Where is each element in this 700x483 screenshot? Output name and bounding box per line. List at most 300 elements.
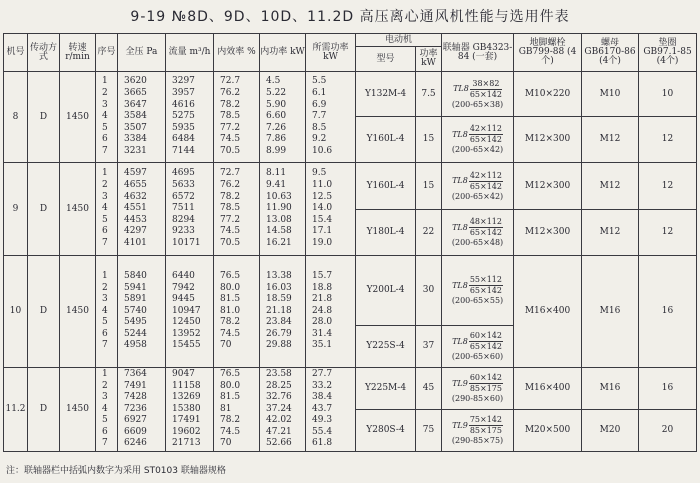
cell-line: 7144 — [172, 145, 195, 156]
cell-line: 14.58 — [266, 226, 292, 237]
cell-line: 19.0 — [312, 237, 333, 248]
cell-line: 78.2 — [220, 415, 241, 426]
cell-line: 74.5 — [220, 328, 241, 339]
table-row — [4, 72, 697, 117]
cell-line: 7236 — [124, 403, 147, 414]
coupling-cell — [442, 326, 514, 368]
header-pressure: 全压 Pa — [118, 34, 166, 72]
machine-no-cell: 10 — [4, 256, 28, 368]
header-flow: 流量 m³/h — [166, 34, 214, 72]
coupling-type: TL9 — [452, 420, 468, 430]
cell-line: 76.5 — [220, 270, 241, 281]
cell-line: 74.5 — [220, 426, 241, 437]
cell-line: 4453 — [124, 214, 147, 225]
machine-no-cell: 9 — [4, 163, 28, 256]
coupling-cell — [442, 368, 514, 410]
bolt-cell: M16×400 — [514, 256, 582, 368]
cell-line: 2 — [102, 180, 108, 191]
cell-line: 5275 — [172, 111, 195, 122]
cell-line: 70 — [220, 438, 232, 449]
motor-model-cell: Y180L-4 — [356, 210, 416, 256]
cell-line: 23.58 — [266, 368, 292, 379]
cell-line: 42.02 — [266, 415, 292, 426]
cell-line: 78.2 — [220, 99, 241, 110]
nut-cell: M12 — [582, 210, 639, 256]
coupling-type: TL8 — [452, 336, 468, 346]
cell-line: 10.63 — [266, 191, 292, 202]
coupling-top: 60×142 — [469, 373, 502, 382]
cell-line: 6246 — [124, 438, 147, 449]
cell-line: 5 — [102, 122, 108, 133]
cell-line: 29.88 — [266, 340, 292, 351]
motor-power-cell: 7.5 — [416, 72, 442, 117]
header-efficiency: 内效率 % — [214, 34, 260, 72]
coupling-fraction — [469, 415, 503, 436]
cell-line: 3 — [102, 294, 108, 305]
speed-cell: 1450 — [60, 163, 96, 256]
cell-line: 26.79 — [266, 328, 292, 339]
nut-cell: M16 — [582, 368, 639, 410]
coupling-bottom: 65×142 — [469, 181, 502, 191]
cell-line: 74.5 — [220, 134, 241, 145]
cell-line: 9.41 — [266, 180, 287, 191]
coupling-alt: (290-85×75) — [451, 436, 504, 445]
cell-line: 6484 — [172, 134, 195, 145]
cell-line: 2 — [102, 282, 108, 293]
drive-cell: D — [28, 163, 60, 256]
cell-line: 4551 — [124, 203, 147, 214]
cell-line: 80.0 — [220, 380, 241, 391]
nut-cell: M12 — [582, 163, 639, 210]
washer-cell: 12 — [639, 117, 697, 163]
header-motor-power: 功率 kW — [416, 47, 442, 72]
cell-line: 1 — [102, 168, 108, 179]
cell-line: 11.90 — [266, 203, 292, 214]
cell-line: 17.1 — [312, 226, 333, 237]
flow-cell — [166, 163, 214, 256]
coupling-alt: (200-65×55) — [451, 296, 504, 305]
cell-line: 9.2 — [312, 134, 327, 145]
coupling-bottom: 65×142 — [469, 228, 502, 237]
seq-cell — [96, 256, 118, 368]
cell-line: 81.5 — [220, 294, 241, 305]
cell-line: 1 — [102, 368, 108, 379]
drive-cell: D — [28, 72, 60, 163]
required-power-cell — [306, 368, 356, 452]
washer-cell: 12 — [639, 163, 697, 210]
cell-line: 6927 — [124, 415, 147, 426]
header-washer: 垫圈 GB97.1-85 (4个) — [639, 34, 697, 72]
cell-line: 3 — [102, 99, 108, 110]
cell-line: 17491 — [172, 415, 201, 426]
cell-line: 31.4 — [312, 328, 333, 339]
coupling-top: 42×112 — [469, 170, 502, 180]
motor-model-cell: Y280S-4 — [356, 410, 416, 452]
motor-power-cell: 22 — [416, 210, 442, 256]
cell-line: 16.21 — [266, 237, 292, 248]
coupling-alt: (200-65×42) — [451, 145, 504, 154]
coupling-alt: (200-65×38) — [451, 99, 504, 109]
coupling-type: TL8 — [453, 84, 469, 93]
internal-power-cell — [260, 163, 306, 256]
coupling-top: 48×112 — [469, 217, 502, 226]
flow-cell — [166, 256, 214, 368]
seq-cell — [96, 163, 118, 256]
cell-line: 3620 — [124, 76, 147, 87]
coupling-alt: (290-85×60) — [451, 394, 504, 403]
coupling-cell — [442, 210, 514, 256]
cell-line: 15380 — [172, 403, 201, 414]
header-nut: 螺母 GB6170-86 (4个) — [582, 34, 639, 72]
cell-line: 6 — [102, 226, 108, 237]
cell-line: 28.0 — [312, 317, 333, 328]
coupling-fraction — [469, 124, 503, 145]
required-power-cell — [306, 72, 356, 163]
header-speed: 转速 r/min — [60, 34, 96, 72]
cell-line: 43.7 — [312, 403, 333, 414]
cell-line: 21.8 — [312, 294, 333, 305]
bolt-cell: M16×400 — [514, 368, 582, 410]
cell-line: 8.99 — [266, 145, 287, 156]
nut-cell: M20 — [582, 410, 639, 452]
cell-line: 7.7 — [312, 111, 327, 122]
washer-cell: 16 — [639, 368, 697, 410]
table-row — [4, 368, 697, 410]
cell-line: 21.18 — [266, 305, 292, 316]
cell-line: 2 — [102, 88, 108, 99]
cell-line: 10171 — [172, 237, 201, 248]
cell-line: 2 — [102, 380, 108, 391]
cell-line: 7 — [102, 438, 108, 449]
header-coupling: 联轴器 GB4323-84 (一套) — [442, 34, 514, 72]
motor-model-cell: Y160L-4 — [356, 163, 416, 210]
table-row — [4, 163, 697, 210]
cell-line: 3647 — [124, 99, 147, 110]
cell-line: 3957 — [172, 88, 195, 99]
cell-line: 6.1 — [312, 88, 327, 99]
motor-power-cell: 37 — [416, 326, 442, 368]
motor-power-cell: 30 — [416, 256, 442, 326]
cell-line: 15455 — [172, 340, 201, 351]
coupling-type: TL8 — [452, 176, 468, 185]
header-drive: 传动方式 — [28, 34, 60, 72]
cell-line: 70.5 — [220, 237, 241, 248]
pressure-cell — [118, 72, 166, 163]
cell-line: 5495 — [124, 317, 147, 328]
cell-line: 3 — [102, 392, 108, 403]
cell-line: 7.26 — [266, 122, 287, 133]
cell-line: 52.66 — [266, 438, 292, 449]
coupling-fraction — [469, 171, 503, 192]
cell-line: 13.38 — [266, 270, 292, 281]
seq-cell — [96, 72, 118, 163]
required-power-cell — [306, 256, 356, 368]
header-required-power: 所需功率 kW — [306, 34, 356, 72]
cell-line: 6 — [102, 328, 108, 339]
motor-power-cell: 15 — [416, 117, 442, 163]
cell-line: 8294 — [172, 214, 195, 225]
cell-line: 78.5 — [220, 111, 241, 122]
coupling-type: TL9 — [452, 378, 468, 388]
cell-line: 4695 — [172, 168, 195, 179]
coupling-type: TL8 — [452, 222, 468, 232]
cell-line: 11.0 — [312, 180, 333, 191]
cell-line: 35.1 — [312, 340, 333, 351]
efficiency-cell — [214, 72, 260, 163]
bolt-cell: M12×300 — [514, 210, 582, 256]
coupling-type: TL8 — [452, 280, 468, 290]
coupling-top: 55×112 — [469, 275, 502, 284]
cell-line: 6572 — [172, 191, 195, 202]
cell-line: 77.2 — [220, 122, 241, 133]
cell-line: 47.21 — [266, 426, 292, 437]
footnote: 注：联轴器栏中括弧内数字为采用 ST0103 联轴器规格 — [6, 466, 226, 476]
cell-line: 6.60 — [266, 111, 287, 122]
coupling-bottom: 65×142 — [469, 286, 502, 295]
seq-cell — [96, 368, 118, 452]
cell-line: 5633 — [172, 180, 195, 191]
cell-line: 6 — [102, 426, 108, 437]
table-row — [4, 256, 697, 326]
header-motor-model: 型号 — [356, 47, 416, 72]
coupling-top: 38×82 — [470, 79, 502, 90]
pressure-cell — [118, 368, 166, 452]
motor-power-cell: 15 — [416, 163, 442, 210]
nut-cell: M12 — [582, 117, 639, 163]
bolt-cell: M12×300 — [514, 163, 582, 210]
cell-line: 72.7 — [220, 76, 241, 87]
flow-cell — [166, 368, 214, 452]
cell-line: 4 — [102, 111, 108, 122]
cell-line: 4.5 — [266, 76, 281, 87]
spec-table — [3, 33, 697, 452]
coupling-top: 42×112 — [469, 124, 502, 133]
cell-line: 9047 — [172, 368, 195, 379]
cell-line: 7491 — [124, 380, 147, 391]
cell-line: 5 — [102, 214, 108, 225]
cell-line: 80.0 — [220, 282, 241, 293]
cell-line: 77.2 — [220, 214, 241, 225]
cell-line: 9445 — [172, 294, 195, 305]
cell-line: 5 — [102, 317, 108, 328]
cell-line: 81 — [220, 403, 232, 414]
cell-line: 78.2 — [220, 191, 241, 202]
cell-line: 32.76 — [266, 392, 292, 403]
efficiency-cell — [214, 256, 260, 368]
header-bolt: 地脚螺栓 GB799-88 (4个) — [514, 34, 582, 72]
motor-model-cell: Y225M-4 — [356, 368, 416, 410]
cell-line: 7 — [102, 145, 108, 156]
cell-line: 5 — [102, 415, 108, 426]
cell-line: 3665 — [124, 88, 147, 99]
cell-line: 13.08 — [266, 214, 292, 225]
cell-line: 55.4 — [312, 426, 333, 437]
speed-cell: 1450 — [60, 72, 96, 163]
cell-line: 13952 — [172, 328, 201, 339]
internal-power-cell — [260, 72, 306, 163]
cell-line: 61.8 — [312, 438, 333, 449]
header-machine-no: 机号 — [4, 34, 28, 72]
cell-line: 38.4 — [312, 392, 333, 403]
motor-model-cell: Y225S-4 — [356, 326, 416, 368]
required-power-cell — [306, 163, 356, 256]
cell-line: 7 — [102, 237, 108, 248]
motor-power-cell: 45 — [416, 368, 442, 410]
cell-line: 3584 — [124, 111, 147, 122]
internal-power-cell — [260, 368, 306, 452]
cell-line: 7.86 — [266, 134, 287, 145]
cell-line: 6.9 — [312, 99, 327, 110]
nut-cell: M10 — [582, 72, 639, 117]
motor-model-cell: Y132M-4 — [356, 72, 416, 117]
cell-line: 3507 — [124, 122, 147, 133]
cell-line: 9233 — [172, 226, 195, 237]
washer-cell: 20 — [639, 410, 697, 452]
coupling-fraction — [469, 275, 503, 296]
cell-line: 4616 — [172, 99, 195, 110]
cell-line: 3 — [102, 191, 108, 202]
pressure-cell — [118, 163, 166, 256]
coupling-bottom: 65×142 — [469, 135, 502, 144]
cell-line: 19602 — [172, 426, 201, 437]
cell-line: 12450 — [172, 317, 201, 328]
nut-cell: M16 — [582, 256, 639, 368]
cell-line: 24.8 — [312, 305, 333, 316]
cell-line: 28.25 — [266, 380, 292, 391]
coupling-cell — [442, 117, 514, 163]
motor-power-cell: 75 — [416, 410, 442, 452]
coupling-top: 60×142 — [469, 331, 502, 340]
cell-line: 4655 — [124, 180, 147, 191]
coupling-cell — [442, 256, 514, 326]
cell-line: 7428 — [124, 392, 147, 403]
cell-line: 4597 — [124, 168, 147, 179]
cell-line: 3231 — [124, 145, 147, 156]
cell-line: 5.22 — [266, 88, 287, 99]
cell-line: 81.0 — [220, 305, 241, 316]
bolt-cell: M10×220 — [514, 72, 582, 117]
cell-line: 15.7 — [312, 270, 333, 281]
washer-cell: 10 — [639, 72, 697, 117]
efficiency-cell — [214, 368, 260, 452]
coupling-alt: (200-65×60) — [451, 352, 504, 361]
cell-line: 5891 — [124, 294, 147, 305]
washer-cell: 16 — [639, 256, 697, 368]
cell-line: 5935 — [172, 122, 195, 133]
cell-line: 23.84 — [266, 317, 292, 328]
coupling-bottom: 85×175 — [469, 426, 502, 435]
drive-cell: D — [28, 368, 60, 452]
efficiency-cell — [214, 163, 260, 256]
cell-line: 6609 — [124, 426, 147, 437]
cell-line: 1 — [102, 270, 108, 281]
cell-line: 7 — [102, 340, 108, 351]
header-motor: 电动机 — [356, 34, 442, 47]
cell-line: 5.90 — [266, 99, 287, 110]
cell-line: 76.5 — [220, 368, 241, 379]
cell-line: 70.5 — [220, 145, 241, 156]
coupling-alt: (200-65×48) — [451, 238, 504, 247]
cell-line: 37.24 — [266, 403, 292, 414]
cell-line: 3384 — [124, 134, 147, 145]
cell-line: 33.2 — [312, 380, 333, 391]
cell-line: 13269 — [172, 392, 201, 403]
machine-no-cell: 11.2 — [4, 368, 28, 452]
table-title: 9-19 №8D、9D、10D、11.2D 高压离心通风机性能与选用件表 — [130, 9, 570, 25]
cell-line: 4297 — [124, 226, 147, 237]
header-seq: 序号 — [96, 34, 118, 72]
cell-line: 72.7 — [220, 168, 241, 179]
cell-line: 27.7 — [312, 368, 333, 379]
cell-line: 16.03 — [266, 282, 292, 293]
coupling-bottom: 65×142 — [469, 89, 502, 99]
cell-line: 81.5 — [220, 392, 241, 403]
cell-line: 5840 — [124, 270, 147, 281]
cell-line: 14.0 — [312, 203, 333, 214]
cell-line: 6440 — [172, 270, 195, 281]
speed-cell: 1450 — [60, 256, 96, 368]
coupling-bottom: 85×175 — [469, 384, 502, 393]
motor-model-cell: Y160L-4 — [356, 117, 416, 163]
cell-line: 15.4 — [312, 214, 333, 225]
cell-line: 5941 — [124, 282, 147, 293]
bolt-cell: M12×300 — [514, 117, 582, 163]
coupling-cell — [442, 410, 514, 452]
coupling-fraction — [469, 217, 503, 238]
cell-line: 8.11 — [266, 168, 287, 179]
cell-line: 10.6 — [312, 145, 333, 156]
cell-line: 74.5 — [220, 226, 241, 237]
motor-model-cell: Y200L-4 — [356, 256, 416, 326]
machine-no-cell: 8 — [4, 72, 28, 163]
cell-line: 18.59 — [266, 294, 292, 305]
coupling-alt: (200-65×42) — [451, 191, 504, 201]
cell-line: 4632 — [124, 191, 147, 202]
cell-line: 10947 — [172, 305, 201, 316]
cell-line: 4 — [102, 305, 108, 316]
bolt-cell: M20×500 — [514, 410, 582, 452]
coupling-cell — [442, 72, 514, 117]
drive-cell: D — [28, 256, 60, 368]
cell-line: 78.2 — [220, 317, 241, 328]
cell-line: 70 — [220, 340, 232, 351]
cell-line: 4101 — [124, 237, 147, 248]
cell-line: 4 — [102, 203, 108, 214]
cell-line: 11158 — [172, 380, 201, 391]
coupling-cell — [442, 163, 514, 210]
coupling-bottom: 65×142 — [469, 342, 502, 351]
cell-line: 49.3 — [312, 415, 333, 426]
cell-line: 5244 — [124, 328, 147, 339]
cell-line: 4958 — [124, 340, 147, 351]
cell-line: 21713 — [172, 438, 201, 449]
cell-line: 12.5 — [312, 191, 333, 202]
cell-line: 6 — [102, 134, 108, 145]
cell-line: 78.5 — [220, 203, 241, 214]
coupling-type: TL8 — [452, 129, 468, 139]
header-internal-power: 内功率 kW — [260, 34, 306, 72]
cell-line: 76.2 — [220, 88, 241, 99]
cell-line: 7364 — [124, 368, 147, 379]
cell-line: 18.8 — [312, 282, 333, 293]
cell-line: 76.2 — [220, 180, 241, 191]
coupling-fraction — [469, 331, 503, 352]
internal-power-cell — [260, 256, 306, 368]
cell-line: 7511 — [172, 203, 195, 214]
coupling-fraction — [469, 373, 503, 394]
cell-line: 5740 — [124, 305, 147, 316]
cell-line: 3297 — [172, 76, 195, 87]
